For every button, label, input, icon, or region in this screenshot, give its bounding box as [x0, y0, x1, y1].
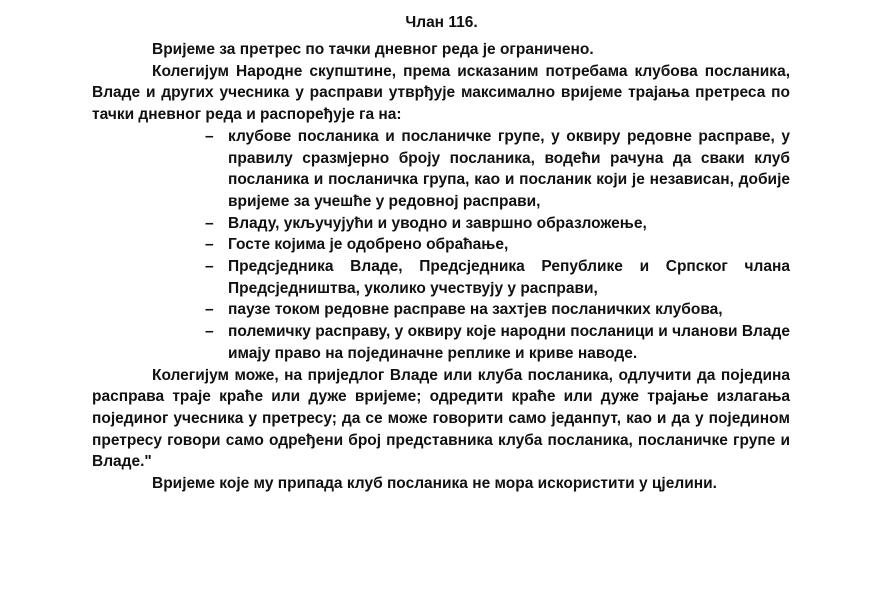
- list-item: [92, 256, 790, 299]
- article-heading: Члан 116.: [405, 14, 478, 31]
- paragraph-time-limit: Вријеме за претрес по тачки дневног реда је ограничено.: [152, 41, 594, 58]
- cropped-previous-line: [148, 0, 358, 2]
- paragraph-club-time: Вријеме које му припада клуб посланика не мора искористити у цјелини.: [152, 475, 717, 493]
- list-item: [92, 299, 790, 321]
- article-body: [92, 39, 790, 495]
- list-item: [92, 234, 790, 256]
- list-item-text: Предсједника Владе, Предсједника Републике и Српског члана Предсједништва, уколико учествују у расправи,: [228, 258, 790, 297]
- dash-marker: –: [205, 127, 214, 145]
- dash-marker: –: [205, 301, 214, 319]
- allocation-list: [92, 126, 790, 365]
- dash-marker: –: [205, 236, 214, 254]
- paragraph-collegium-allocation: Колегијум Народне скупштине, према исказаним потребама клубова посланика, Владе и других учесника у расправи утврђује максимално вријеме трајања претреса по тачки дневног реда и распоређује га на:: [92, 62, 790, 124]
- list-item-text: клубове посланика и посланичке групе, у оквиру редовне расправе, у правилу сразмјерно броју посланика, водећи рачуна да сваки клуб посланика и посланичка група, као и посланик који је независан, добије вријеме за учешће у редовној расправи,: [228, 127, 790, 210]
- list-item-text: полемичку расправу, у оквиру које народни посланици и чланови Владе имају право на појединачне реплике и криве наводе.: [228, 323, 790, 362]
- dash-marker: –: [205, 258, 214, 276]
- list-item-text: Госте којима је одобрено обраћање,: [228, 236, 509, 254]
- dash-marker: –: [205, 323, 214, 341]
- list-item-text: паузе током редовне расправе на захтјев посланичких клубова,: [228, 301, 723, 319]
- list-item: [92, 213, 790, 235]
- dash-marker: –: [205, 214, 214, 232]
- paragraph-collegium-decision: Колегијум може, на приједлог Владе или клуба посланика, одлучити да појединa расправа траје краће или дуже вријеме; одредити краће или дуже трајање излагања појединог учесника у претресу; да се може говорити само једанпут, као и да у појединoм претресу говори само одређени број представника клуба посланика, посланичке групе и Владе.": [92, 366, 790, 471]
- list-item-text: Владу, укључујући и уводно и завршно образложење,: [228, 214, 647, 232]
- list-item: [92, 321, 790, 364]
- list-item: [92, 126, 790, 213]
